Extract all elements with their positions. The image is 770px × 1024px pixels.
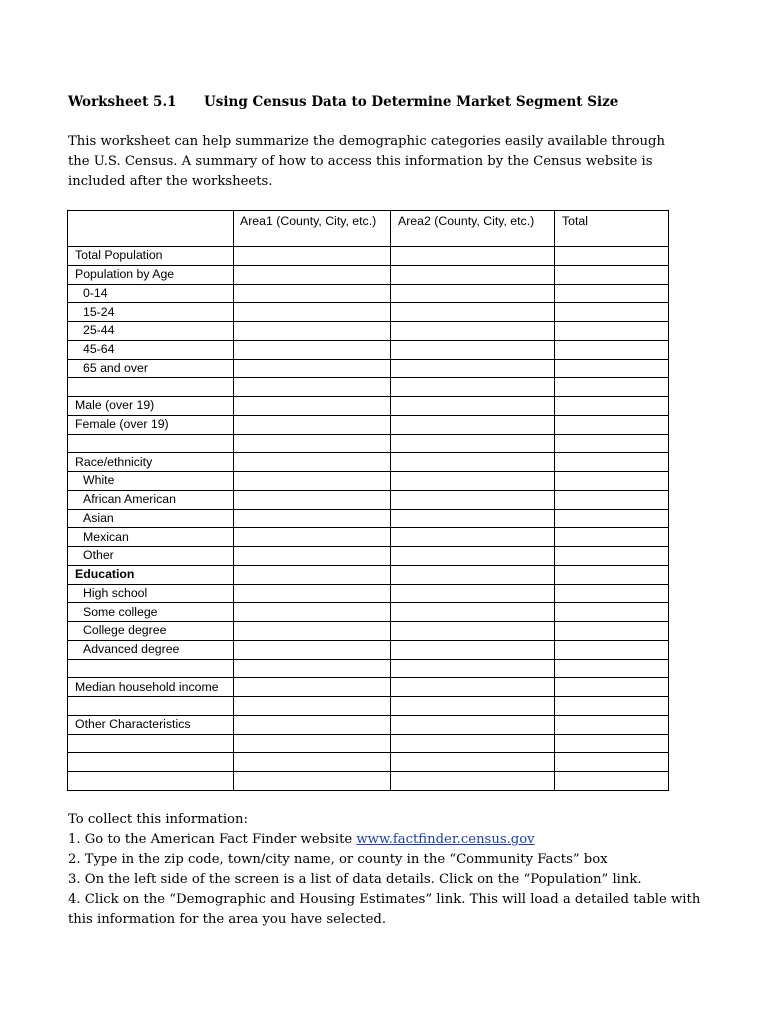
row-label-cell xyxy=(68,659,234,678)
area1-input-cell[interactable] xyxy=(234,415,391,434)
table-row xyxy=(68,509,669,528)
table-row xyxy=(68,584,669,603)
area1-input-cell[interactable] xyxy=(234,247,391,266)
row-label-cell xyxy=(68,697,234,716)
area2-input-cell[interactable] xyxy=(391,584,555,603)
table-row xyxy=(68,715,669,734)
total-input-cell[interactable] xyxy=(555,772,669,791)
row-label-cell xyxy=(68,434,234,453)
table-row xyxy=(68,640,669,659)
table-row xyxy=(68,359,669,378)
table-row xyxy=(68,490,669,509)
row-label: Total Population xyxy=(75,248,163,263)
row-label-cell xyxy=(68,603,234,622)
area1-input-cell[interactable] xyxy=(234,565,391,584)
row-label-cell xyxy=(68,509,234,528)
row-label-cell xyxy=(68,528,234,547)
table-row xyxy=(68,659,669,678)
total-input-cell[interactable] xyxy=(555,472,669,491)
total-input-cell[interactable] xyxy=(555,415,669,434)
row-label-cell xyxy=(68,622,234,641)
area2-input-cell[interactable] xyxy=(391,565,555,584)
instruction-step-4: 4. Click on the “Demographic and Housing Estimates” link. This will load a detailed table with this information for the area you have selected. xyxy=(68,892,701,927)
table-row xyxy=(68,322,669,341)
row-label: White xyxy=(83,473,115,488)
row-label: College degree xyxy=(83,623,167,638)
area1-input-cell[interactable] xyxy=(234,490,391,509)
row-label-cell xyxy=(68,397,234,416)
row-label: 45-64 xyxy=(83,342,115,357)
area1-input-cell[interactable] xyxy=(234,603,391,622)
row-label-cell xyxy=(68,715,234,734)
area2-input-cell[interactable] xyxy=(391,697,555,716)
total-input-cell[interactable] xyxy=(555,284,669,303)
total-input-cell[interactable] xyxy=(555,322,669,341)
instruction-step-3: 3. On the left side of the screen is a list of data details. Click on the “Population” link. xyxy=(68,872,642,887)
area2-input-cell[interactable] xyxy=(391,453,555,472)
area2-input-cell[interactable] xyxy=(391,678,555,697)
area2-input-cell[interactable] xyxy=(391,378,555,397)
total-input-cell[interactable] xyxy=(555,640,669,659)
area1-input-cell[interactable] xyxy=(234,378,391,397)
row-label: 25-44 xyxy=(83,323,115,338)
row-label-cell xyxy=(68,265,234,284)
table-row xyxy=(68,397,669,416)
table-row xyxy=(68,772,669,791)
row-label-cell xyxy=(68,734,234,753)
row-label-cell xyxy=(68,678,234,697)
row-label-cell xyxy=(68,415,234,434)
area2-input-cell[interactable] xyxy=(391,397,555,416)
total-input-cell[interactable] xyxy=(555,509,669,528)
total-input-cell[interactable] xyxy=(555,622,669,641)
total-input-cell[interactable] xyxy=(555,359,669,378)
area1-input-cell[interactable] xyxy=(234,340,391,359)
area1-input-cell[interactable] xyxy=(234,265,391,284)
table-row xyxy=(68,453,669,472)
total-input-cell[interactable] xyxy=(555,490,669,509)
row-label-cell xyxy=(68,772,234,791)
area2-input-cell[interactable] xyxy=(391,359,555,378)
row-label: Female (over 19) xyxy=(75,417,169,432)
table-row xyxy=(68,434,669,453)
table-row xyxy=(68,247,669,266)
table-row xyxy=(68,603,669,622)
table-row xyxy=(68,753,669,772)
area1-input-cell[interactable] xyxy=(234,753,391,772)
area1-input-cell[interactable] xyxy=(234,453,391,472)
row-label-cell xyxy=(68,472,234,491)
row-label-cell xyxy=(68,490,234,509)
area1-input-cell[interactable] xyxy=(234,303,391,322)
row-label-cell xyxy=(68,247,234,266)
row-label: Male (over 19) xyxy=(75,398,155,413)
total-input-cell[interactable] xyxy=(555,453,669,472)
intro-paragraph: This worksheet can help summarize the demographic categories easily available through the U.S. Census. A summary of how to access this information by the Census website is included after the worksheets. xyxy=(68,134,665,189)
area2-input-cell[interactable] xyxy=(391,528,555,547)
row-label: Median household income xyxy=(75,679,219,694)
area1-input-cell[interactable] xyxy=(234,772,391,791)
row-label-cell xyxy=(68,303,234,322)
table-row xyxy=(68,734,669,753)
total-input-cell[interactable] xyxy=(555,678,669,697)
factfinder-link[interactable]: www.factfinder.census.gov xyxy=(356,832,535,847)
total-input-cell[interactable] xyxy=(555,378,669,397)
row-label: Other xyxy=(83,548,114,563)
instruction-step-1-text: 1. Go to the American Fact Finder website xyxy=(68,832,357,847)
total-input-cell[interactable] xyxy=(555,265,669,284)
row-label-cell xyxy=(68,753,234,772)
row-label: 15-24 xyxy=(83,304,115,319)
instructions xyxy=(68,810,708,930)
worksheet-title: Using Census Data to Determine Market Segment Size xyxy=(204,94,619,110)
area2-input-cell[interactable] xyxy=(391,284,555,303)
area2-input-cell[interactable] xyxy=(391,547,555,566)
total-input-cell[interactable] xyxy=(555,565,669,584)
area1-input-cell[interactable] xyxy=(234,397,391,416)
area2-input-cell[interactable] xyxy=(391,472,555,491)
row-label-cell xyxy=(68,565,234,584)
row-label: Advanced degree xyxy=(83,642,180,657)
table-row xyxy=(68,565,669,584)
row-label-cell xyxy=(68,284,234,303)
row-label: 65 and over xyxy=(83,360,148,375)
total-input-cell[interactable] xyxy=(555,303,669,322)
row-label: High school xyxy=(83,585,148,600)
total-input-cell[interactable] xyxy=(555,697,669,716)
table-row xyxy=(68,622,669,641)
area1-input-cell[interactable] xyxy=(234,359,391,378)
row-label-cell xyxy=(68,322,234,341)
table-row xyxy=(68,547,669,566)
area2-input-cell[interactable] xyxy=(391,715,555,734)
total-input-cell[interactable] xyxy=(555,659,669,678)
total-input-cell[interactable] xyxy=(555,247,669,266)
area1-input-cell[interactable] xyxy=(234,434,391,453)
area2-input-cell[interactable] xyxy=(391,622,555,641)
area1-input-cell[interactable] xyxy=(234,734,391,753)
instruction-step-2: 2. Type in the zip code, town/city name, or county in the “Community Facts” box xyxy=(68,852,608,867)
area2-input-cell[interactable] xyxy=(391,659,555,678)
total-input-cell[interactable] xyxy=(555,584,669,603)
table-row xyxy=(68,303,669,322)
row-label-cell xyxy=(68,359,234,378)
area2-input-cell[interactable] xyxy=(391,772,555,791)
row-label: Population by Age xyxy=(75,267,175,282)
total-input-cell[interactable] xyxy=(555,434,669,453)
table-row xyxy=(68,678,669,697)
census-data-table xyxy=(67,210,669,791)
area1-input-cell[interactable] xyxy=(234,622,391,641)
area1-input-cell[interactable] xyxy=(234,284,391,303)
area1-input-cell[interactable] xyxy=(234,547,391,566)
table-row xyxy=(68,472,669,491)
worksheet-number: Worksheet 5.1 xyxy=(68,94,177,110)
row-label-cell xyxy=(68,340,234,359)
area2-input-cell[interactable] xyxy=(391,509,555,528)
area1-input-cell[interactable] xyxy=(234,659,391,678)
area2-input-cell[interactable] xyxy=(391,303,555,322)
table-row xyxy=(68,528,669,547)
row-label: Race/ethnicity xyxy=(75,454,153,469)
table-row xyxy=(68,340,669,359)
area2-input-cell[interactable] xyxy=(391,490,555,509)
header-cell-area2: Area2 (County, City, etc.) xyxy=(391,211,555,247)
total-input-cell[interactable] xyxy=(555,547,669,566)
instruction-step-1 xyxy=(68,830,708,850)
area1-input-cell[interactable] xyxy=(234,640,391,659)
header-cell-area1: Area1 (County, City, etc.) xyxy=(234,211,391,247)
area2-input-cell[interactable] xyxy=(391,415,555,434)
row-label-cell xyxy=(68,453,234,472)
area2-input-cell[interactable] xyxy=(391,640,555,659)
total-input-cell[interactable] xyxy=(555,734,669,753)
total-input-cell[interactable] xyxy=(555,753,669,772)
table-row xyxy=(68,697,669,716)
row-label-cell xyxy=(68,640,234,659)
row-label: Mexican xyxy=(83,529,129,544)
area1-input-cell[interactable] xyxy=(234,584,391,603)
total-input-cell[interactable] xyxy=(555,715,669,734)
row-label: Other Characteristics xyxy=(75,717,191,732)
area2-input-cell[interactable] xyxy=(391,340,555,359)
total-input-cell[interactable] xyxy=(555,397,669,416)
row-label: African American xyxy=(83,492,176,507)
row-label: Education xyxy=(75,567,135,582)
area1-input-cell[interactable] xyxy=(234,472,391,491)
row-label: Some college xyxy=(83,604,158,619)
row-label: 0-14 xyxy=(83,285,108,300)
area2-input-cell[interactable] xyxy=(391,603,555,622)
area2-input-cell[interactable] xyxy=(391,322,555,341)
row-label: Asian xyxy=(83,510,114,525)
header-cell-label xyxy=(68,211,234,247)
area2-input-cell[interactable] xyxy=(391,734,555,753)
row-label-cell xyxy=(68,584,234,603)
total-input-cell[interactable] xyxy=(555,340,669,359)
area2-input-cell[interactable] xyxy=(391,247,555,266)
area1-input-cell[interactable] xyxy=(234,509,391,528)
header-cell-total: Total xyxy=(555,211,669,247)
table-row xyxy=(68,284,669,303)
area2-input-cell[interactable] xyxy=(391,434,555,453)
table-header-row xyxy=(68,211,669,247)
area1-input-cell[interactable] xyxy=(234,697,391,716)
table-row xyxy=(68,415,669,434)
table-row xyxy=(68,265,669,284)
area1-input-cell[interactable] xyxy=(234,322,391,341)
instructions-heading: To collect this information: xyxy=(68,812,248,827)
table-row xyxy=(68,378,669,397)
area1-input-cell[interactable] xyxy=(234,678,391,697)
area2-input-cell[interactable] xyxy=(391,265,555,284)
row-label-cell xyxy=(68,547,234,566)
area1-input-cell[interactable] xyxy=(234,715,391,734)
area1-input-cell[interactable] xyxy=(234,528,391,547)
row-label-cell xyxy=(68,378,234,397)
total-input-cell[interactable] xyxy=(555,603,669,622)
total-input-cell[interactable] xyxy=(555,528,669,547)
area2-input-cell[interactable] xyxy=(391,753,555,772)
